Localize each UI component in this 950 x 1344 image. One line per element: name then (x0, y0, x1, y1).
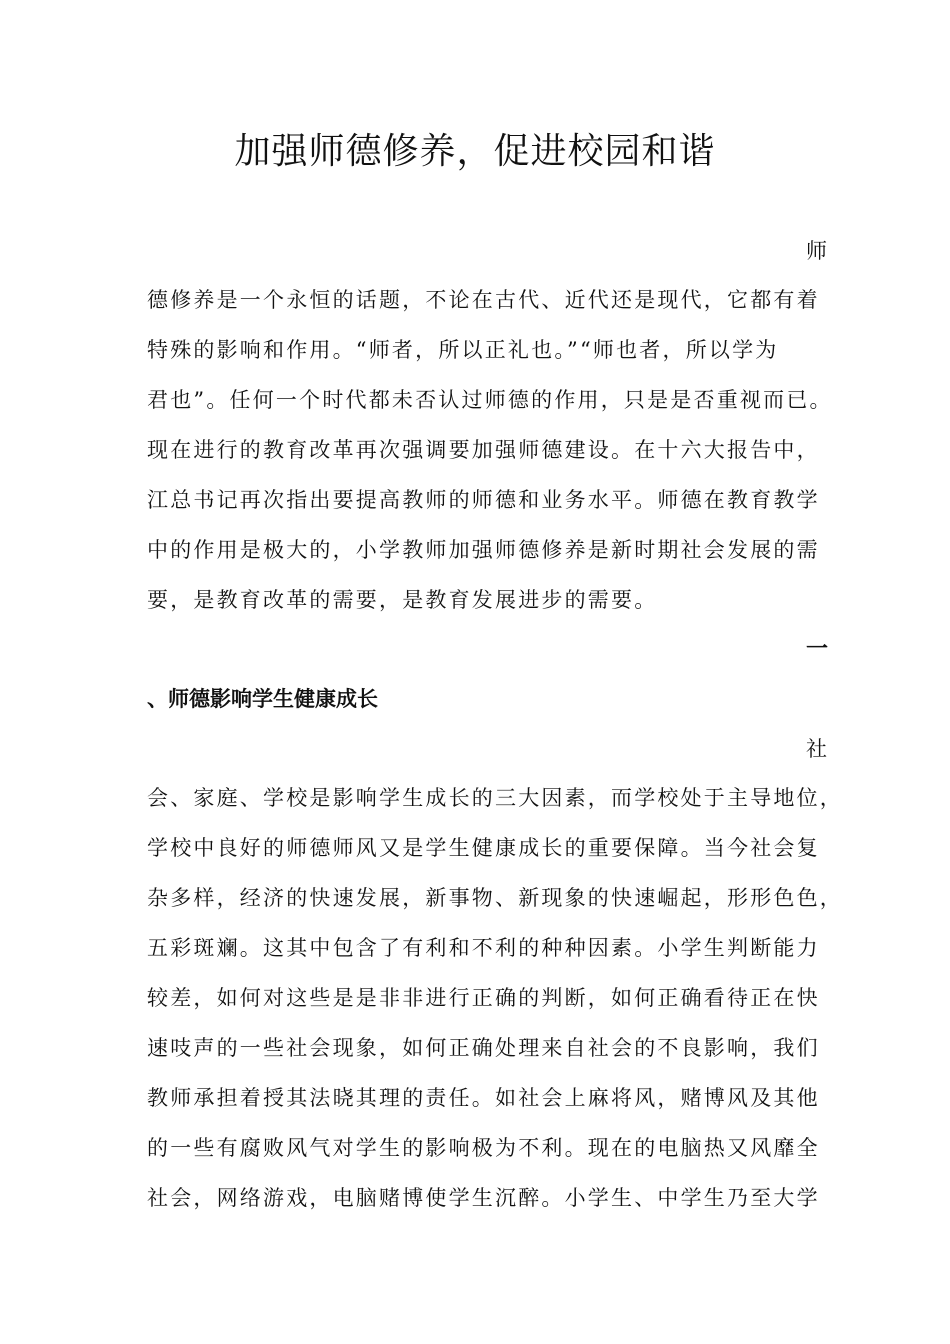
paragraph-line: 君也”。任何一个时代都未否认过师德的作用，只是是否重视而已。 (147, 388, 833, 412)
paragraph-line: 社会，网络游戏，电脑赌博使学生沉醉。小学生、中学生乃至大学 (147, 1186, 820, 1210)
paragraph-line: 较差，如何对这些是是非非进行正确的判断，如何正确看待正在快 (147, 986, 820, 1010)
paragraph-lead-char: 社 (806, 737, 827, 761)
section-number: 一 (806, 636, 829, 662)
section-heading: 、师德影响学生健康成长 (147, 687, 378, 711)
paragraph-line: 中的作用是极大的，小学教师加强师德修养是新时期社会发展的需 (147, 538, 820, 562)
paragraph-line: 的一些有腐败风气对学生的影响极为不利。现在的电脑热又风靡全 (147, 1136, 820, 1160)
paragraph-line: 学校中良好的师德师风又是学生健康成长的重要保障。当今社会复 (147, 836, 820, 860)
paragraph-line: 杂多样，经济的快速发展，新事物、新现象的快速崛起，形形色色， (147, 886, 843, 910)
paragraph-lead-char: 师 (806, 239, 827, 263)
paragraph-line: 五彩斑斓。这其中包含了有利和不利的种种因素。小学生判断能力 (147, 936, 820, 960)
document-title: 加强师德修养，促进校园和谐 (234, 131, 716, 172)
paragraph-line: 要，是教育改革的需要，是教育发展进步的需要。 (147, 588, 658, 612)
paragraph-line: 会、家庭、学校是影响学生成长的三大因素，而学校处于主导地位， (147, 786, 843, 810)
paragraph-line: 速吱声的一些社会现象，如何正确处理来自社会的不良影响，我们 (147, 1036, 820, 1060)
paragraph-line: 现在进行的教育改革再次强调要加强师德建设。在十六大报告中， (147, 438, 820, 462)
paragraph-line: 德修养是一个永恒的话题，不论在古代、近代还是现代，它都有着 (147, 288, 820, 312)
paragraph-line: 教师承担着授其法晓其理的责任。如社会上麻将风，赌博风及其他 (147, 1086, 820, 1110)
paragraph-line: 江总书记再次指出要提高教师的师德和业务水平。师德在教育教学 (147, 488, 820, 512)
paragraph-line: 特殊的影响和作用。“师者，所以正礼也。”“师也者，所以学为 (147, 338, 779, 362)
